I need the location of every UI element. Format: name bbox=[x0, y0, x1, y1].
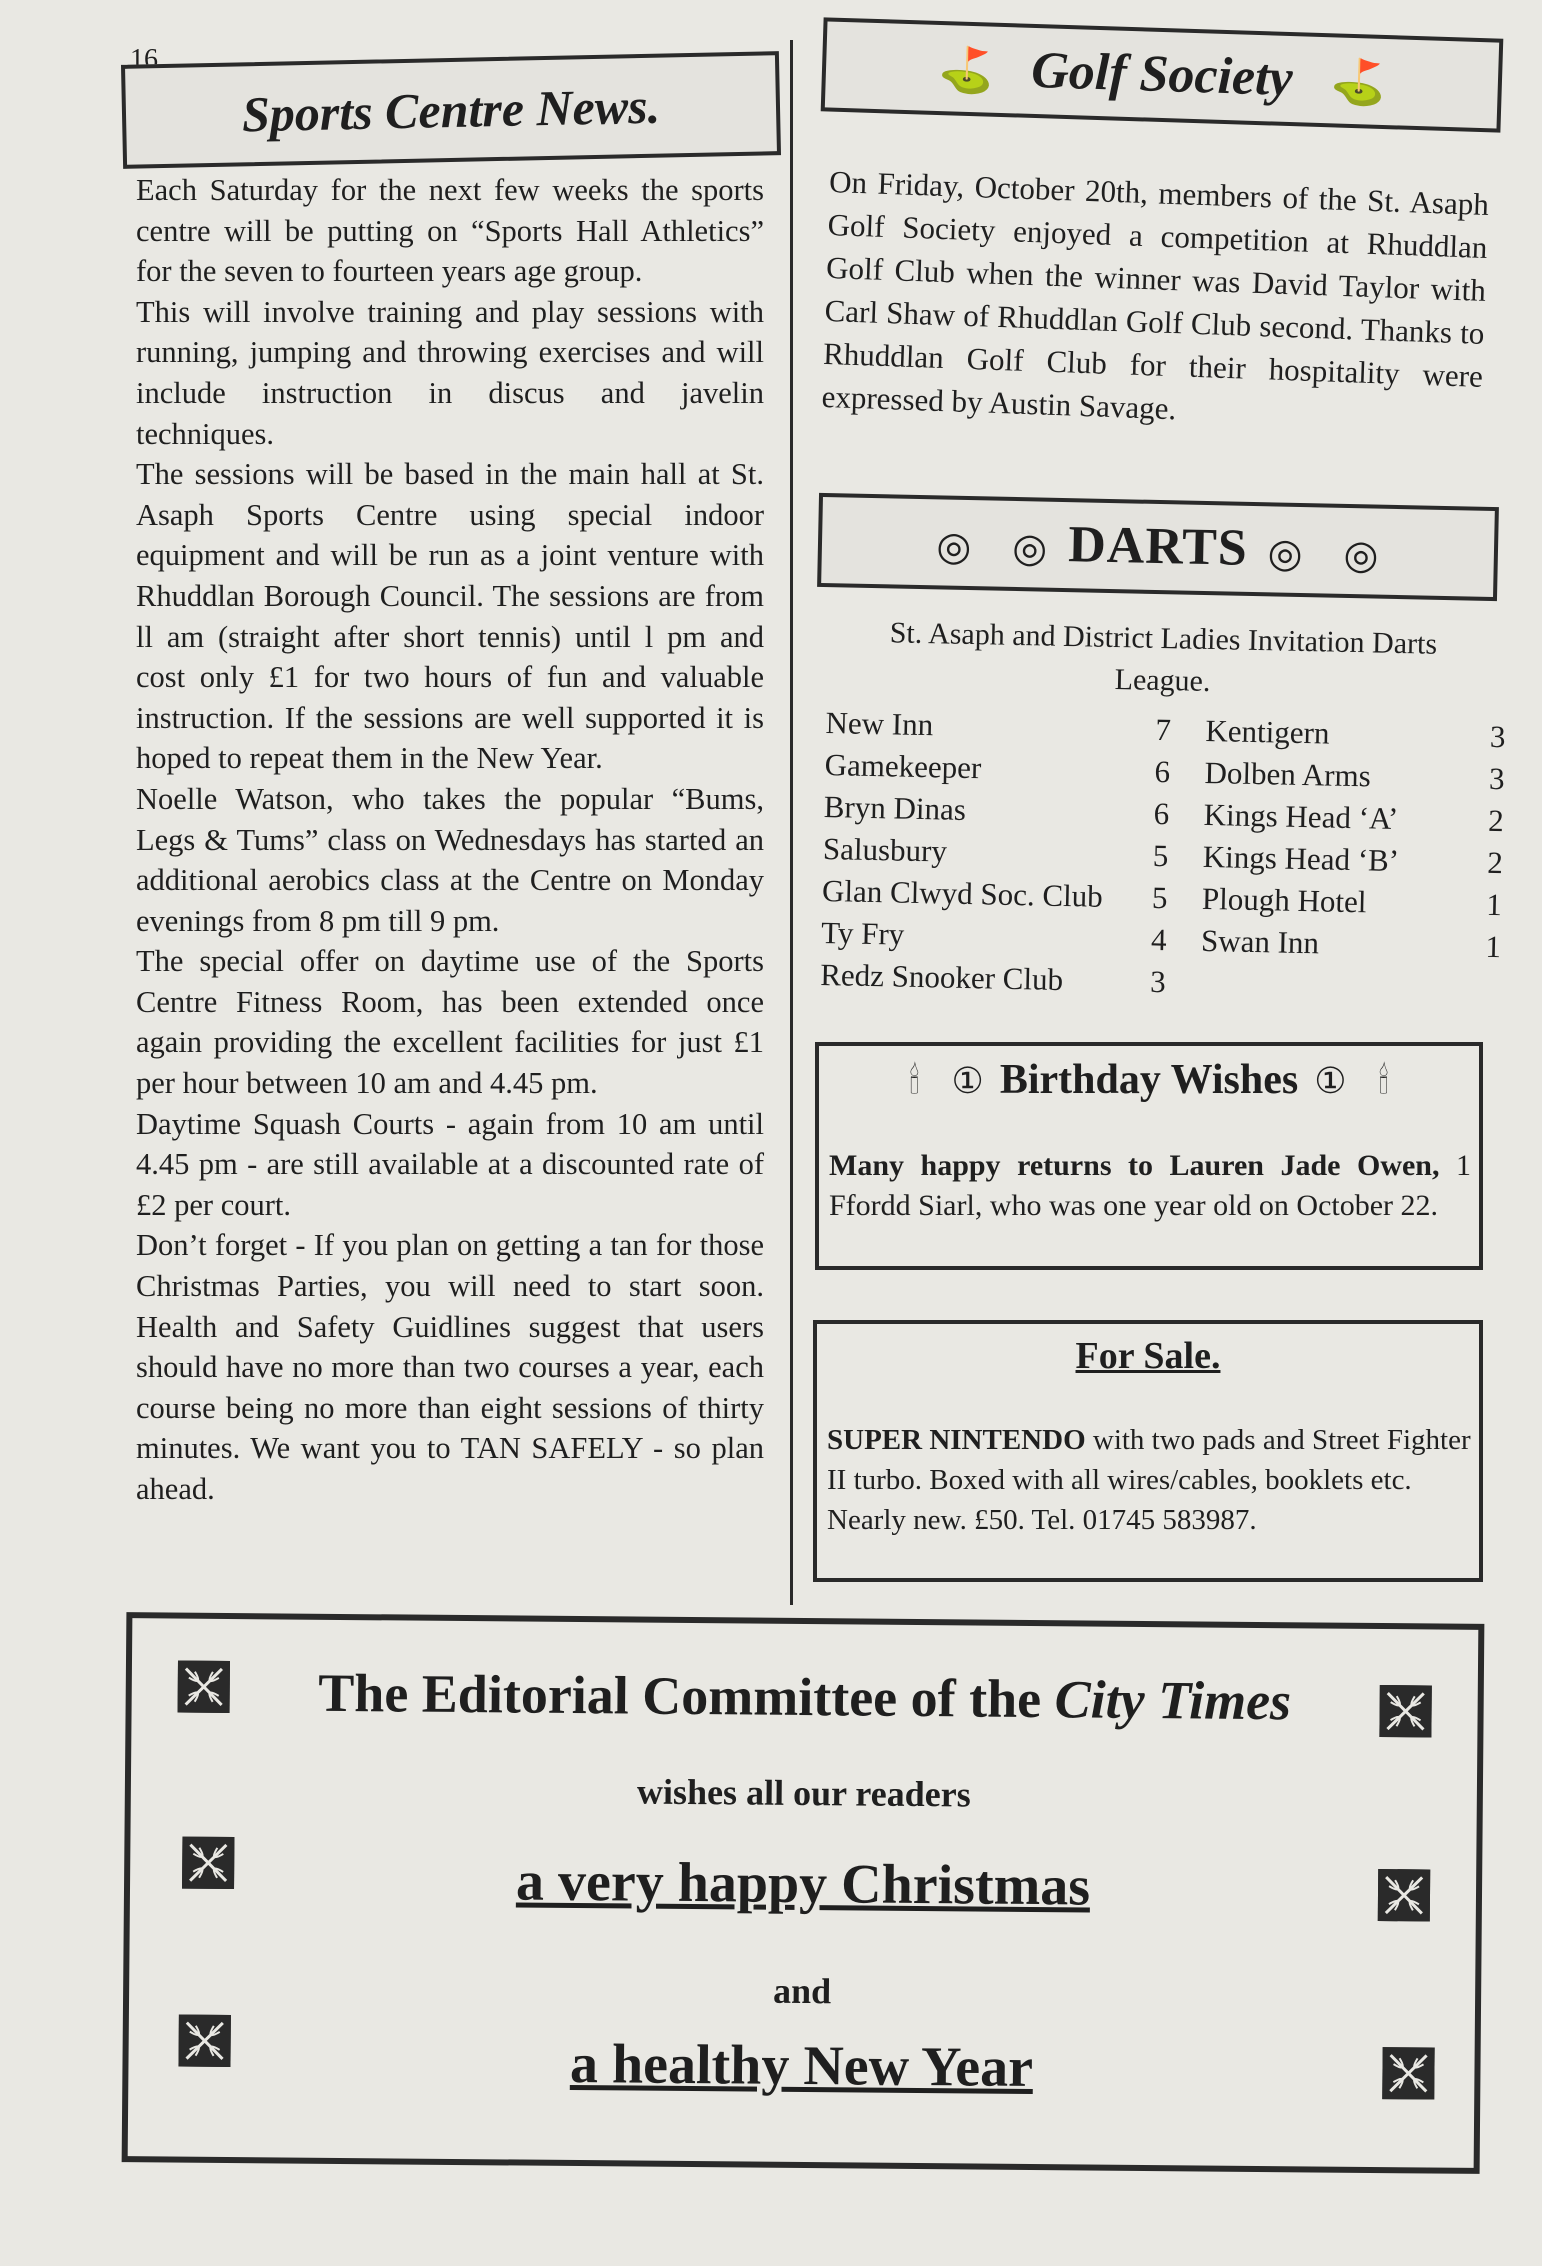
column-divider bbox=[790, 40, 793, 1605]
darts-team-away: Kings Head ‘B’ bbox=[1202, 838, 1400, 879]
for-sale-item: SUPER NINTENDO bbox=[827, 1424, 1086, 1456]
darts-results-table bbox=[820, 702, 1506, 1010]
darts-title: DARTS bbox=[1067, 516, 1249, 577]
darts-score-away: 2 bbox=[1486, 844, 1504, 881]
darts-team-home: Bryn Dinas bbox=[823, 788, 967, 827]
banner-and: and bbox=[772, 1970, 832, 2012]
darts-score-away bbox=[1445, 967, 1501, 1010]
golf-society-title: Golf Society bbox=[1030, 41, 1294, 108]
golf-society-heading bbox=[821, 17, 1504, 132]
darts-score-away: 1 bbox=[1485, 928, 1502, 965]
banner-christmas: a very happy Christmas bbox=[515, 1850, 1091, 1918]
darts-team-home: New Inn bbox=[825, 704, 934, 743]
golf-paragraph: On Friday, October 20th, members of the St. Asaph Golf Society enjoyed a competition at Rhuddlan Golf Club when the winner was David Taylor with Carl Shaw of Rhuddlan Golf Club second. Thanks to Rhuddlan Golf Club for their hospitality were expressed by Austin Savage. bbox=[821, 163, 1490, 427]
article-paragraph: The special offer on daytime use of the Sports Centre Fitness Room, has been extended once again providing the excellent facilities for just £1 per hour between 10 am and 4.45 pm. bbox=[136, 944, 764, 1101]
banner-title-prefix: The Editorial Committee of the bbox=[318, 1662, 1055, 1730]
darts-team-home: Gamekeeper bbox=[824, 746, 982, 786]
darts-score-home: 4 bbox=[1150, 921, 1167, 958]
darts-score-away: 3 bbox=[1488, 760, 1505, 797]
darts-team-home: Salusbury bbox=[822, 830, 948, 869]
sports-centre-heading: Sports Centre News. bbox=[121, 51, 781, 169]
darts-team-away bbox=[1200, 962, 1446, 1009]
article-paragraph: This will involve training and play sessions with running, jumping and throwing exercises and will include instruction in discus and javelin techniques. bbox=[136, 294, 764, 451]
page-number: 16 bbox=[130, 44, 158, 75]
darts-team-away: Kings Head ‘A’ bbox=[1203, 796, 1399, 837]
golf-club-icon: ⛳ bbox=[1329, 57, 1387, 109]
darts-team-away: Plough Hotel bbox=[1201, 880, 1367, 920]
for-sale-details: with two pads and Street Fighter II turbo. Boxed with all wires/cables, booklets etc. Nearly new. £50. Tel. 01745 583987. bbox=[827, 1424, 1471, 1536]
darts-score-away: 1 bbox=[1486, 886, 1503, 923]
darts-team-away: Dolben Arms bbox=[1204, 754, 1372, 794]
darts-heading bbox=[817, 493, 1499, 601]
darts-league-name: St. Asaph and District Ladies Invitation Darts League. bbox=[889, 616, 1438, 698]
for-sale-box bbox=[813, 1320, 1483, 1582]
for-sale-message bbox=[827, 1420, 1471, 1540]
darts-team-home: Ty Fry bbox=[820, 914, 905, 952]
christmas-banner bbox=[122, 1612, 1485, 2174]
sports-centre-article bbox=[136, 170, 764, 1510]
dartboard-icon: ◎ bbox=[1011, 525, 1049, 571]
birthday-message bbox=[829, 1146, 1471, 1226]
candle-icon: 🕯 bbox=[1378, 1061, 1389, 1101]
one-icon: ① bbox=[1314, 1061, 1347, 1101]
for-sale-heading: For Sale. bbox=[1075, 1335, 1221, 1377]
dartboard-icon: ◎ bbox=[935, 523, 973, 570]
birthday-message-text: 1 Ffordd Siarl, who was one year old on October 22. bbox=[829, 1149, 1472, 1222]
darts-score-away: 2 bbox=[1487, 802, 1505, 839]
banner-title bbox=[131, 1660, 1477, 1734]
article-paragraph: Daytime Squash Courts - again from 10 am until 4.45 pm - are still available at a discounted rate of £2 per court. bbox=[136, 1106, 764, 1222]
birthday-message-bold: Many happy returns to Lauren Jade Owen, bbox=[829, 1149, 1440, 1182]
darts-score-home: 3 bbox=[1149, 963, 1167, 1000]
dartboard-icon: ◎ bbox=[1267, 530, 1304, 577]
darts-score-home: 5 bbox=[1152, 837, 1169, 874]
darts-score-away: 3 bbox=[1489, 718, 1506, 755]
dartboard-icon: ◎ bbox=[1343, 531, 1380, 578]
birthday-title: Birthday Wishes bbox=[999, 1057, 1299, 1103]
darts-team-home: Glan Clwyd Soc. Club bbox=[821, 872, 1104, 914]
one-icon: ① bbox=[951, 1061, 984, 1101]
darts-team-away: Kentigern bbox=[1205, 712, 1330, 751]
darts-score-home: 5 bbox=[1151, 879, 1168, 916]
article-paragraph: Noelle Watson, who takes the popular “Bums, Legs & Tums” class on Wednesdays has started an additional aerobics class at the Centre on Monday evenings from 8 pm till 9 pm. bbox=[136, 781, 764, 938]
golf-society-article bbox=[821, 160, 1490, 441]
banner-new-year: a healthy New Year bbox=[569, 2032, 1034, 2100]
darts-score-home: 6 bbox=[1154, 753, 1171, 790]
golf-club-icon: ⛳ bbox=[937, 44, 995, 96]
birthday-heading bbox=[819, 1056, 1479, 1104]
article-paragraph: Each Saturday for the next few weeks the sports centre will be putting on “Sports Hall Athletics” for the seven to fourteen years age group. bbox=[136, 173, 764, 289]
darts-team-home: Redz Snooker Club bbox=[819, 956, 1064, 998]
banner-title-paper: City Times bbox=[1054, 1669, 1292, 1732]
banner-wishes: wishes all our readers bbox=[636, 1771, 971, 1815]
darts-team-away: Swan Inn bbox=[1200, 922, 1320, 961]
article-paragraph: The sessions will be based in the main hall at St. Asaph Sports Centre using special indoor equipment and will be run as a joint venture with Rhuddlan Borough Council. The sessions are from ll am (straight after short tennis) until l pm and cost only £1 for two hours of fun and valuable instruction. If the sessions are well supported it is hoped to repeat them in the New Year. bbox=[136, 457, 764, 776]
candle-icon: 🕯 bbox=[909, 1061, 920, 1101]
darts-score-home: 6 bbox=[1153, 795, 1170, 832]
darts-score-home: 7 bbox=[1155, 711, 1172, 748]
article-paragraph: Don’t forget - If you plan on getting a tan for those Christmas Parties, you will need to start soon. Health and Safety Guidlines suggest that users should have no more than two courses a year, each course being no more than eight sessions of thirty minutes. We want you to TAN SAFELY - so plan ahead. bbox=[136, 1228, 764, 1506]
birthday-box bbox=[815, 1042, 1483, 1270]
